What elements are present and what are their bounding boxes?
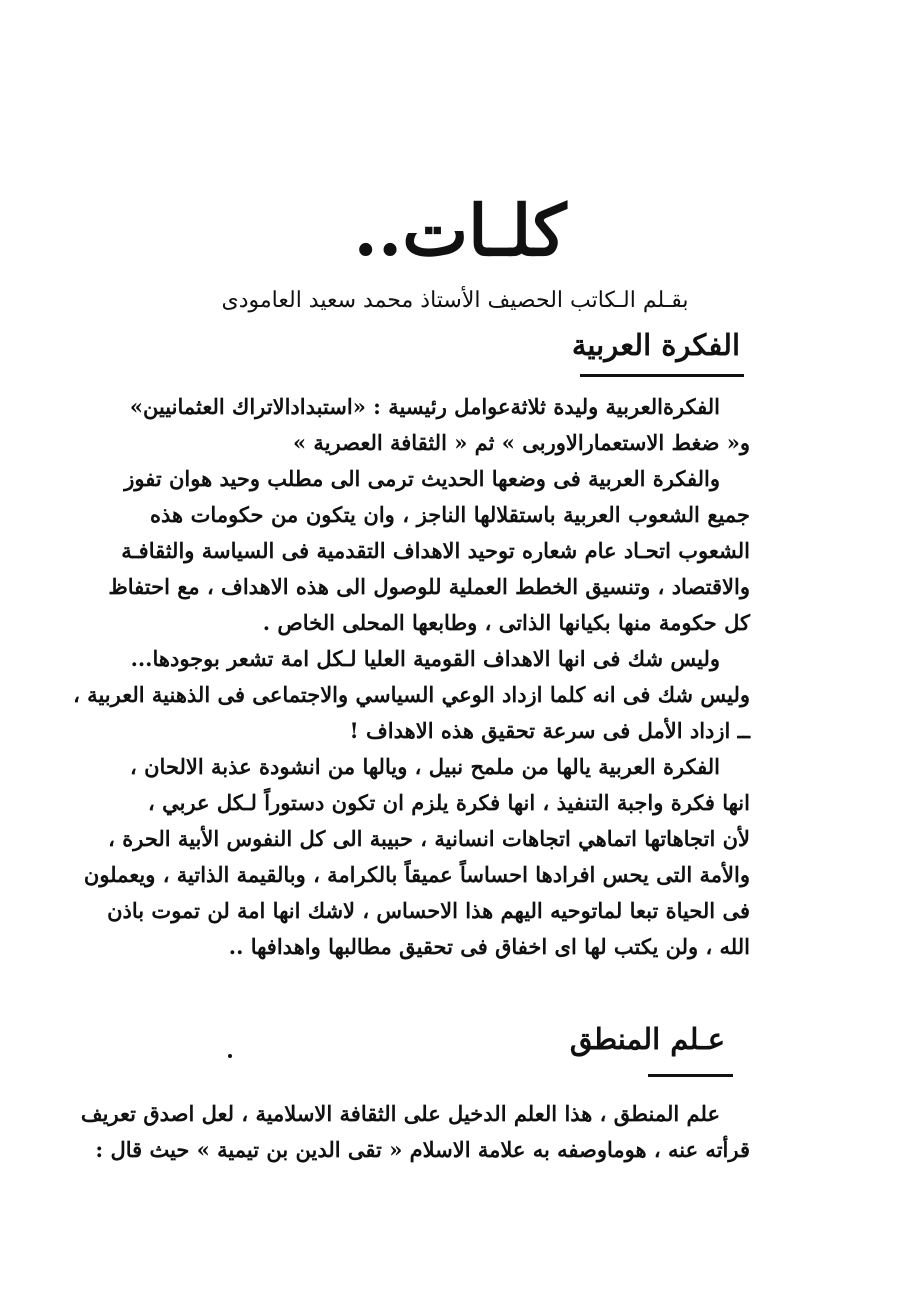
text-line: ــ ازداد الأمل فى سرعة تحقيق هذه الاهداف ! xyxy=(349,718,750,743)
article-title: كلـات.. xyxy=(353,189,567,272)
section-body-logic xyxy=(80,1096,750,1168)
text-line: وليس شك فى انه كلما ازداد الوعي السياسي والاجتماعى فى الذهنية العربية ، xyxy=(73,682,750,707)
text-line: جميع الشعوب العربية باستقلالها الناجز ، وان يتكون من حكومات هذه xyxy=(150,502,750,527)
paragraph xyxy=(73,641,750,749)
stray-ink-dot xyxy=(228,1054,232,1058)
paragraph xyxy=(80,1096,750,1168)
text-line: والأمة التى يحس افرادها احساساً عميقاً بالكرامة ، وبالقيمة الذاتية ، ويعملون xyxy=(83,862,750,887)
text-line: علم المنطق ، هذا العلم الدخيل على الثقافة الاسلامية ، لعل اصدق تعريف xyxy=(80,1101,720,1126)
text-line: الفكرة العربية يالها من ملمح نبيل ، ويالها من انشودة عذبة الالحان ، xyxy=(130,754,720,779)
text-line: والاقتصاد ، وتنسيق الخطط العملية للوصول الى هذه الاهداف ، مع احتفاظ xyxy=(108,574,750,599)
text-line: الفكرةالعربية وليدة ثلاثةعوامل رئيسية : «استبدادالاتراك العثمانيين» xyxy=(129,394,720,419)
paragraph xyxy=(83,749,750,965)
paragraph xyxy=(108,461,750,641)
text-line: انها فكرة واجبة التنفيذ ، انها فكرة يلزم ان تكون دستوراً لـكل عربي ، xyxy=(148,790,750,815)
section-body-arab-idea xyxy=(73,389,750,965)
article-byline: بقـلم الـكاتب الحصيف الأستاذ محمد سعيد العامودى xyxy=(221,288,689,313)
paragraph xyxy=(129,389,750,461)
text-line: الله ، ولن يكتب لها اى اخفاق فى تحقيق مطالبها واهدافها .. xyxy=(228,934,750,959)
text-line: وليس شك فى انها الاهداف القومية العليا لـكل امة تشعر بوجودها... xyxy=(130,646,720,671)
heading-underline xyxy=(580,374,744,377)
text-line: كل حكومة منها بكيانها الذاتى ، وطابعها المحلى الخاص . xyxy=(262,610,750,635)
heading-underline xyxy=(648,1074,733,1077)
section-heading-logic: عـلم المنطق xyxy=(569,1022,725,1056)
text-line: فى الحياة تبعا لماتوحيه اليهم هذا الاحساس ، لاشك انها امة لن تموت باذن xyxy=(107,898,750,923)
section-heading-arab-idea: الفكرة العربية xyxy=(571,328,740,362)
text-line: قرأته عنه ، هوماوصفه به علامة الاسلام « تقى الدين بن تيمية » حيث قال : xyxy=(95,1137,750,1162)
text-line: و« ضغط الاستعمارالاوربى » ثم « الثقافة العصرية » xyxy=(293,430,750,455)
text-line: لأن اتجاهاتها اتماهي اتجاهات انسانية ، حبيبة الى كل النفوس الأبية الحرة ، xyxy=(108,826,750,851)
text-line: والفكرة العربية فى وضعها الحديث ترمى الى مطلب وحيد هوان تفوز xyxy=(124,466,720,491)
text-line: الشعوب اتحـاد عام شعاره توحيد الاهداف التقدمية فى السياسة والثقافـة xyxy=(121,538,750,563)
